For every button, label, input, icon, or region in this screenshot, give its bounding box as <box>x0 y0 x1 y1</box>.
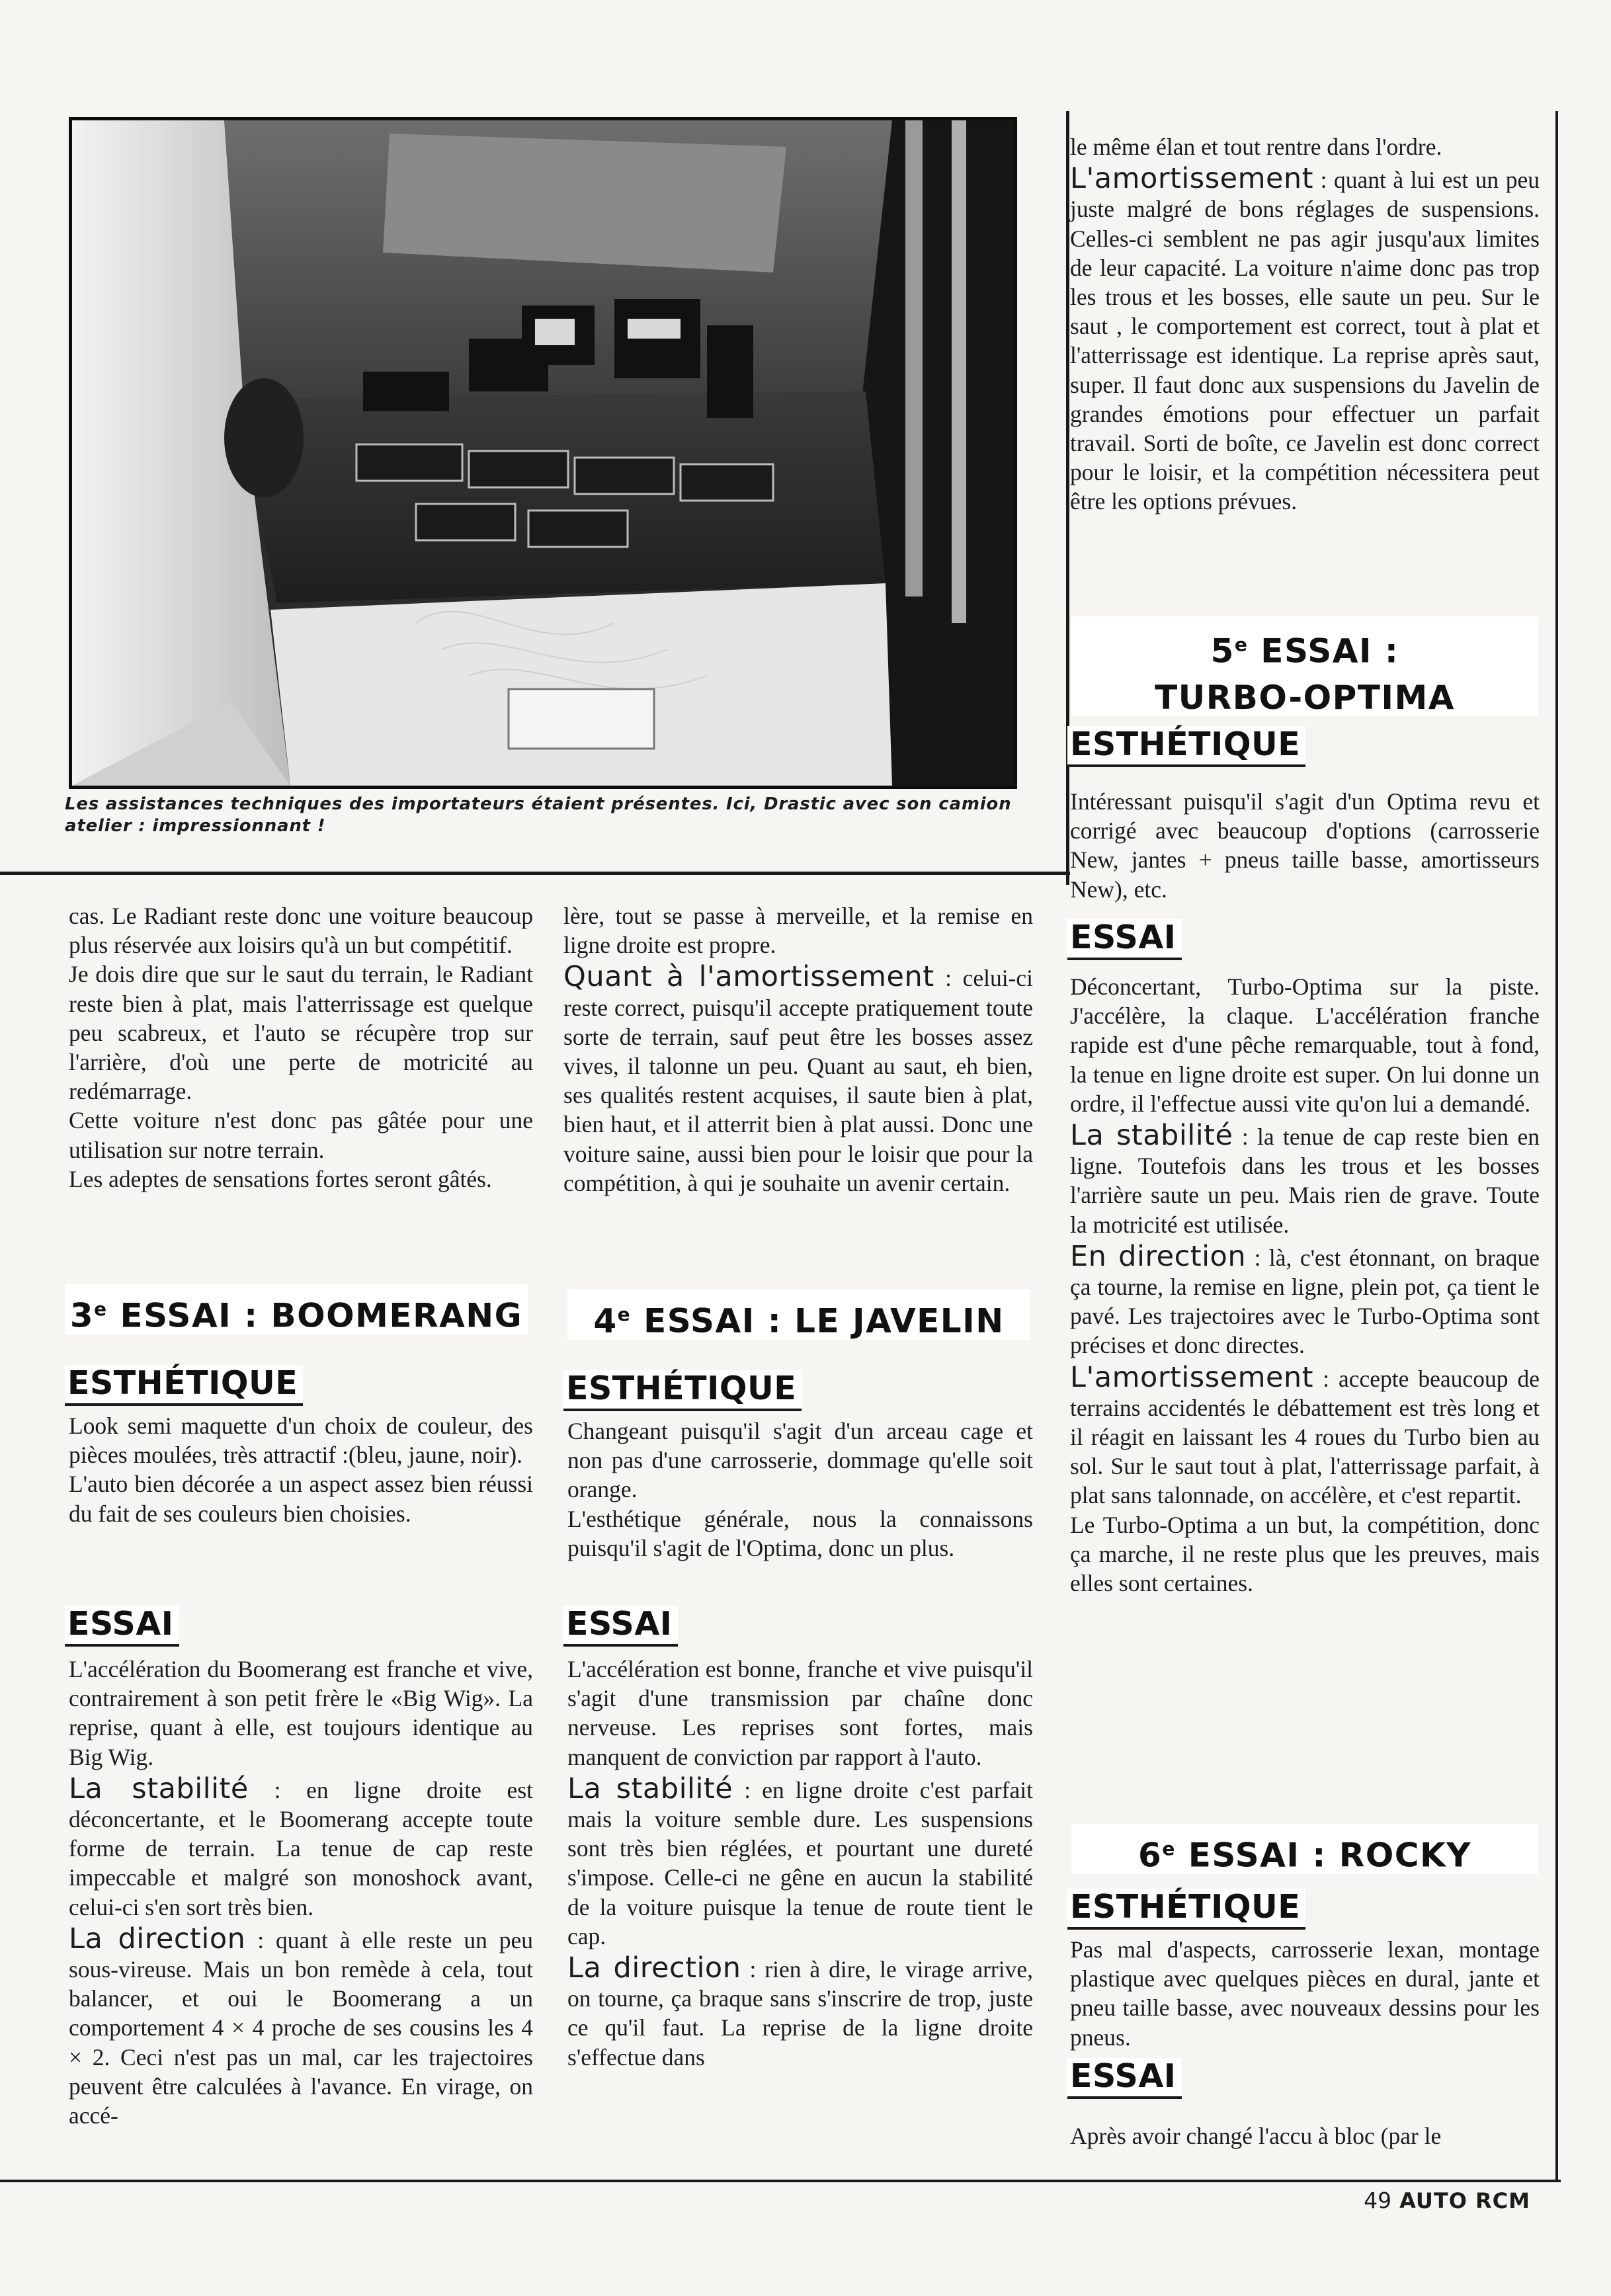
esthetique-heading-3: ESTHÉTIQUE <box>65 1365 303 1406</box>
stabilite-text: : en ligne droite est déconcertante, et le Boomerang accepte toute forme de terrain. La tenue de cap reste impeccable et malgré son monoshock avant, celui-ci s'en sort très bien. <box>69 1776 533 1920</box>
essai-6-title <box>1071 1824 1538 1874</box>
direction-text: : rien à dire, le virage arrive, on tourne, ça braque sans s'inscrire de trop, juste ce qu'il faut. La reprise de la ligne droite s'effectue dans <box>567 1956 1033 2070</box>
right-esthetique2-text <box>1070 1935 1540 2052</box>
paragraph-amortissement <box>563 962 1033 1198</box>
title-number: 4 <box>593 1301 618 1340</box>
middle-esthetique-text <box>567 1416 1033 1563</box>
essai-5-title <box>1071 616 1538 716</box>
stabilite-text: : en ligne droite c'est parfait mais la voiture semble dure. Les suspensions sont très bien réglées, et pourtant une dureté s'impose. Celle-ci ne gêne en aucun la stabilité de la voiture puisque la tenue de route tient le cap. <box>567 1776 1033 1949</box>
left-esthetique-text <box>69 1411 533 1528</box>
paragraph: Je dois dire que sur le saut du terrain, le Radiant reste bien à plat, mais l'atterrissage est quelque peu scabreux, et l'auto se récupère trop sur l'arrière, d'où une perte de motricité au redémarrage. <box>69 961 533 1105</box>
right-essai-text <box>1070 972 1540 1598</box>
page-footer <box>1364 2188 1530 2213</box>
paragraph: lère, tout se passe à merveille, et la remise en ligne droite est propre. <box>563 903 1033 959</box>
lead-amortissement: L'amortissement <box>1070 1360 1314 1394</box>
middle-column-intro <box>563 901 1033 1198</box>
paragraph: Cette voiture n'est donc pas gâtée pour une utilisation sur notre terrain. <box>69 1107 533 1163</box>
paragraph-amortissement <box>1070 1360 1540 1510</box>
paragraph: L'accélération du Boomerang est franche et vive, contrairement à son petit frère le «Big Wig». La reprise, quant à elle, est toujours identique au Big Wig. <box>69 1656 533 1770</box>
paragraph: Les adeptes de sensations fortes seront gâtés. <box>69 1165 492 1192</box>
title-text: ESSAI : <box>1248 632 1399 671</box>
paragraph-stabilite <box>69 1774 533 1922</box>
title-superscript: e <box>617 1303 632 1325</box>
paragraph-direction <box>69 1924 533 2130</box>
paragraph: L'accélération est bonne, franche et vive puisqu'il s'agit d'une transmission par chaîne donc nerveuse. Les reprises sont fortes, mais manquent de conviction par rapport à l'auto. <box>567 1656 1033 1770</box>
amortissement-text: : accepte beaucoup de terrains accidentés le débattement est très long et il réagit en laissant les 4 roues du Turbo bien au sol. Sur le saut tout à plat, l'atterrissage parfait, à plat sans talonnade, on accélère, et c'est repartit. <box>1070 1365 1540 1509</box>
paragraph: cas. Le Radiant reste donc une voiture beaucoup plus réservée aux loisirs qu'à un but compétitif. <box>69 903 533 959</box>
essai-heading-6: ESSAI <box>1067 2058 1182 2099</box>
photo-right-rule <box>1066 111 1069 885</box>
paragraph-stabilite <box>1070 1121 1540 1239</box>
title-number: 6 <box>1138 1836 1163 1875</box>
paragraph: Déconcertant, Turbo-Optima sur la piste. J'accélère, la claque. L'accélération franche rapide est d'une pêche remarquable, tout à fond, la tenue en ligne droite est super. On lui donne un ordre, il l'effectue aussi vite qu'on lui a demandé. <box>1070 973 1540 1117</box>
workshop-van-photo <box>69 117 1017 789</box>
left-essai-text <box>69 1655 533 2130</box>
paragraph: le même élan et tout rentre dans l'ordre. <box>1070 134 1442 160</box>
lead-stabilite: La stabilité <box>1070 1119 1233 1153</box>
esthetique-heading-5: ESTHÉTIQUE <box>1067 726 1305 767</box>
photo-caption: Les assistances techniques des importateurs étaient présentes. Ici, Drastic avec son camion atelier : impressionnant ! <box>65 794 1012 836</box>
right-edge-rule <box>1555 111 1558 2181</box>
magazine-name: AUTO RCM <box>1399 2188 1530 2213</box>
title-line-2: TURBO-OPTIMA <box>1155 678 1455 717</box>
right-esthetique-text <box>1070 787 1540 904</box>
footer-rule <box>0 2180 1561 2182</box>
lead-stabilite: La stabilité <box>69 1772 249 1805</box>
paragraph: Pas mal d'aspects, carrosserie lexan, montage plastique avec quelques pièces en dural, jante et pneu taille basse, avec nouveaux dessins pour les pneus. <box>1070 1936 1540 2051</box>
esthetique-heading-4: ESTHÉTIQUE <box>563 1370 802 1411</box>
paragraph: Look semi maquette d'un choix de couleur, des pièces moulées, très attractif :(bleu, jaune, noir). <box>69 1413 533 1469</box>
direction-text: : quant à elle reste un peu sous-vireuse. Mais un bon remède à cela, tout balancer, et oui le Boomerang a un comportement 4 × 4 proche de ses cousins les 4 × 2. Ceci n'est pas un mal, car les trajectoires peuvent être calculées à l'avance. En virage, on accé- <box>69 1926 534 2129</box>
paragraph: L'esthétique générale, nous la connaissons puisqu'il s'agit de l'Optima, donc un plus. <box>567 1505 1033 1561</box>
title-text: ESSAI : LE JAVELIN <box>631 1301 1005 1340</box>
photo-illustration <box>72 120 1014 786</box>
essai-heading-3: ESSAI <box>65 1606 179 1647</box>
paragraph: Intéressant puisqu'il s'agit d'un Optima revu et corrigé avec beaucoup d'options (carrosserie New, jantes + pneus taille basse, amortisseurs New), etc. <box>1070 788 1540 903</box>
amortissement-text: : celui-ci reste correct, puisqu'il accepte pratiquement toute sorte de terrain, sauf peut être les bosses assez vives, il talonne un peu. Quant au saut, eh bien, ses qualités restent acquises, il saute bien à plat, bien haut, et il atterrit bien à plat aussi. Donc une voiture saine, aussi bien pour le loisir que pour la compétition, à qui je souhaite un avenir certain. <box>563 965 1033 1196</box>
right-column-intro <box>1070 132 1540 516</box>
title-number: 3 <box>69 1296 95 1335</box>
paragraph-direction <box>1070 1239 1540 1360</box>
page-number: 49 <box>1364 2188 1392 2213</box>
title-text: ESSAI : BOOMERANG <box>107 1296 523 1335</box>
paragraph: Changeant puisqu'il s'agit d'un arceau cage et non pas d'une carrosserie, dommage qu'elle soit orange. <box>567 1418 1033 1503</box>
title-superscript: e <box>94 1298 108 1320</box>
essai-heading-5: ESSAI <box>1067 919 1182 960</box>
paragraph-direction <box>567 1953 1033 2072</box>
title-number: 5 <box>1210 632 1235 671</box>
caption-rule <box>0 872 1070 875</box>
lead-direction: La direction <box>69 1922 246 1955</box>
title-superscript: e <box>1234 634 1249 655</box>
title-superscript: e <box>1162 1838 1176 1860</box>
essai-heading-4: ESSAI <box>563 1606 678 1647</box>
esthetique-heading-6: ESTHÉTIQUE <box>1067 1889 1305 1930</box>
paragraph: Le Turbo-Optima a un but, la compétition, donc ça marche, il ne reste plus que les preuves, mais elles sont certaines. <box>1070 1511 1540 1597</box>
paragraph-stabilite <box>567 1774 1033 1951</box>
stabilite-text: : la tenue de cap reste bien en ligne. Toutefois dans les trous et les bosses l'arrière saute un peu. Mais rien de grave. Toute la motricité est utilisée. <box>1070 1124 1540 1238</box>
lead-direction: En direction <box>1070 1239 1247 1273</box>
lead-direction: La direction <box>567 1951 741 1985</box>
left-column-intro <box>69 901 533 1194</box>
essai-4-title <box>567 1290 1030 1340</box>
lead-stabilite: La stabilité <box>567 1772 733 1805</box>
title-line-1 <box>1071 622 1538 675</box>
lead-amortissement: L'amortissement <box>1070 162 1314 196</box>
essai-3-title <box>65 1284 528 1334</box>
paragraph: Après avoir changé l'accu à bloc (par le <box>1070 2123 1442 2149</box>
title-text: ESSAI : ROCKY <box>1175 1836 1471 1875</box>
middle-essai-text <box>567 1655 1033 2072</box>
right-essai2-text <box>1070 2121 1540 2151</box>
paragraph-amortissement <box>1070 164 1540 516</box>
paragraph: L'auto bien décorée a un aspect assez bien réussi du fait de ses couleurs bien choisies. <box>69 1471 533 1527</box>
lead-amortissement: Quant à l'amortissement <box>563 960 934 994</box>
amortissement-text: : quant à lui est un peu juste malgré de bons réglages de suspensions. Celles-ci semblent ne pas agir jusqu'aux limites de leur capacité. La voiture n'aime donc pas trop les trous et les bosses, elle saute un peu. Sur le saut , le comportement est correct, tout à plat et l'atterrissage est identique. La reprise après saut, super. Il faut donc aux suspensions du Javelin de grandes émotions pour effectuer un parfait travail. Sorti de boîte, ce Javelin est donc correct pour le loisir, et la compétition nécessitera peut être les options prévues. <box>1070 167 1540 515</box>
direction-text: : là, c'est étonnant, on braque ça tourne, la remise en ligne, plein pot, ça tient le pavé. Les trajectoires avec le Turbo-Optima sont précises et donc directes. <box>1070 1244 1540 1359</box>
